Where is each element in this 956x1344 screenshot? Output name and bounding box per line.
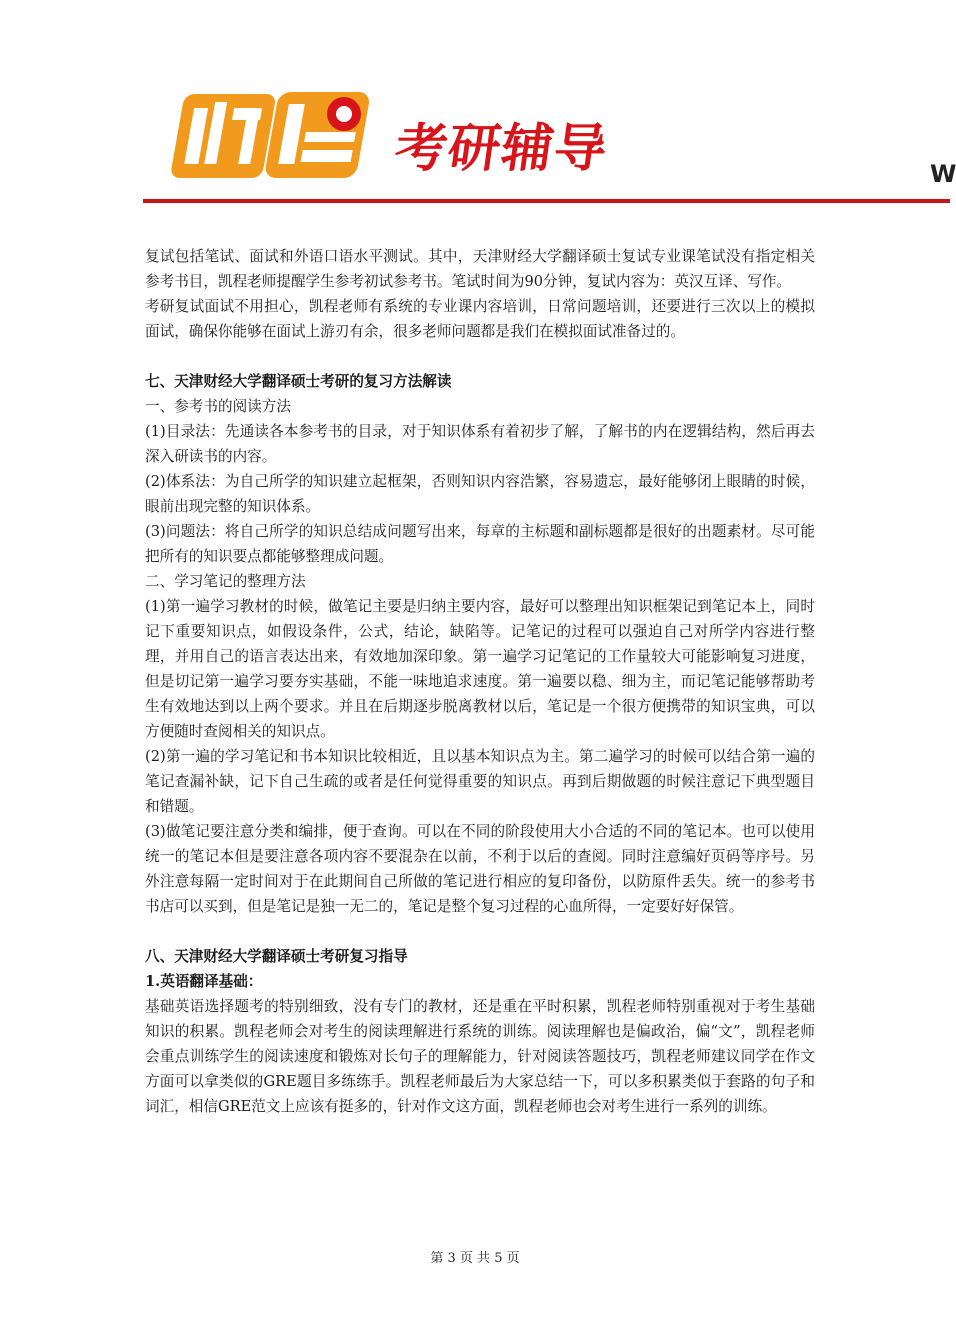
- website-url-fragment: W: [930, 160, 956, 188]
- spacer: [145, 919, 815, 944]
- paragraph-notes-first-pass: (1)第一遍学习教材的时候，做笔记主要是归纳主要内容，最好可以整理出知识框架记到笔记本上，同时记下重要知识点，如假设条件，公式，结论，缺陷等。记笔记的过程可以强迫自己对所学内容进行整理，并用自己的语言表达出来，有效地加深印象。第一遍学习记笔记的工作量较大可能影响复习进度，但是切记第一遍学习要夯实基础，不能一味地追求速度。第一遍要以稳、细为主，而记笔记能够帮助考生有效地达到以上两个要求。并且在后期逐步脱离教材以后，笔记是一个很方便携带的知识宝典，可以方便随时查阅相关的知识点。: [145, 598, 815, 740]
- paragraph-notes-organization: (3)做笔记要注意分类和编排，便于查询。可以在不同的阶段使用大小合适的不同的笔记本。也可以使用统一的笔记本但是要注意各项内容不要混杂在以前，不利于以后的查阅。同时注意编好页码等序号。另外注意每隔一定时间对于在此期间自己所做的笔记进行相应的复印备份，以防原件丢失。统一的参考书书店可以买到，但是笔记是独一无二的，笔记是整个复习过程的心血所得，一定要好好保管。: [145, 823, 815, 915]
- logo-graphic: [172, 86, 378, 186]
- section-heading-7: 七、天津财经大学翻译硕士考研的复习方法解读: [145, 373, 452, 390]
- kaicheng-logo: [172, 86, 378, 186]
- paragraph-english-basics: 基础英语选择题考的特别细致，没有专门的教材，还是重在平时积累，凯程老师特别重视对于考生基础知识的积累。凯程老师会对考生的阅读理解进行系统的训练。阅读理解也是偏政治，偏“文”，凯程老师会重点训练学生的阅读速度和锻炼对长句子的理解能力，针对阅读答题技巧，凯程老师建议同学在作文方面可以拿类似的GRE题目多练练手。凯程老师最后为大家总结一下，可以多积累类似于套路的句子和词汇，相信GRE范文上应该有挺多的，针对作文这方面，凯程老师也会对考生进行一系列的训练。: [145, 998, 815, 1115]
- section-heading-8: 八、天津财经大学翻译硕士考研复习指导: [145, 948, 408, 965]
- page-footer: 第 3 页 共 5 页: [430, 1251, 520, 1266]
- paragraph-system-method: (2)体系法：为自己所学的知识建立起框架，否则知识内容浩繁，容易遗忘，最好能够闭上眼睛的时候，眼前出现完整的知识体系。: [145, 473, 815, 515]
- paragraph-interview-training: 考研复试面试不用担心，凯程老师有系统的专业课内容培训，日常问题培训，还要进行三次以上的模拟面试，确保你能够在面试上游刃有余，很多老师问题都是我们在模拟面试准备过的。: [145, 298, 815, 340]
- document-body: [145, 244, 815, 1119]
- page-header: [0, 0, 956, 210]
- header-divider: [143, 199, 950, 203]
- paragraph-notes-second-pass: (2)第一遍的学习笔记和书本知识比较相近，且以基本知识点为主。第二遍学习的时候可以结合第一遍的笔记查漏补缺，记下自己生疏的或者是任何觉得重要的知识点。再到后期做题的时候注意记下典型题目和错题。: [145, 748, 815, 815]
- paragraph-catalog-method: (1)目录法：先通读各本参考书的目录，对于知识体系有着初步了解，了解书的内在逻辑结构，然后再去深入研读书的内容。: [145, 423, 815, 465]
- paragraph-retest-content: 复试包括笔试、面试和外语口语水平测试。其中，天津财经大学翻译硕士复试专业课笔试没有指定相关参考书目，凯程老师提醒学生参考初试参考书。笔试时间为90分钟，复试内容为：英汉互译、写作。: [145, 248, 815, 290]
- subsection-reading-methods: 一、参考书的阅读方法: [145, 398, 291, 415]
- subsection-english-translation: 1.英语翻译基础：: [145, 973, 263, 990]
- logo-tagline: 考研辅导: [391, 119, 612, 179]
- subsection-notes-methods: 二、学习笔记的整理方法: [145, 573, 306, 590]
- spacer: [145, 344, 815, 369]
- paragraph-question-method: (3)问题法：将自己所学的知识总结成问题写出来，每章的主标题和副标题都是很好的出题素材。尽可能把所有的知识要点都能够整理成问题。: [145, 523, 815, 565]
